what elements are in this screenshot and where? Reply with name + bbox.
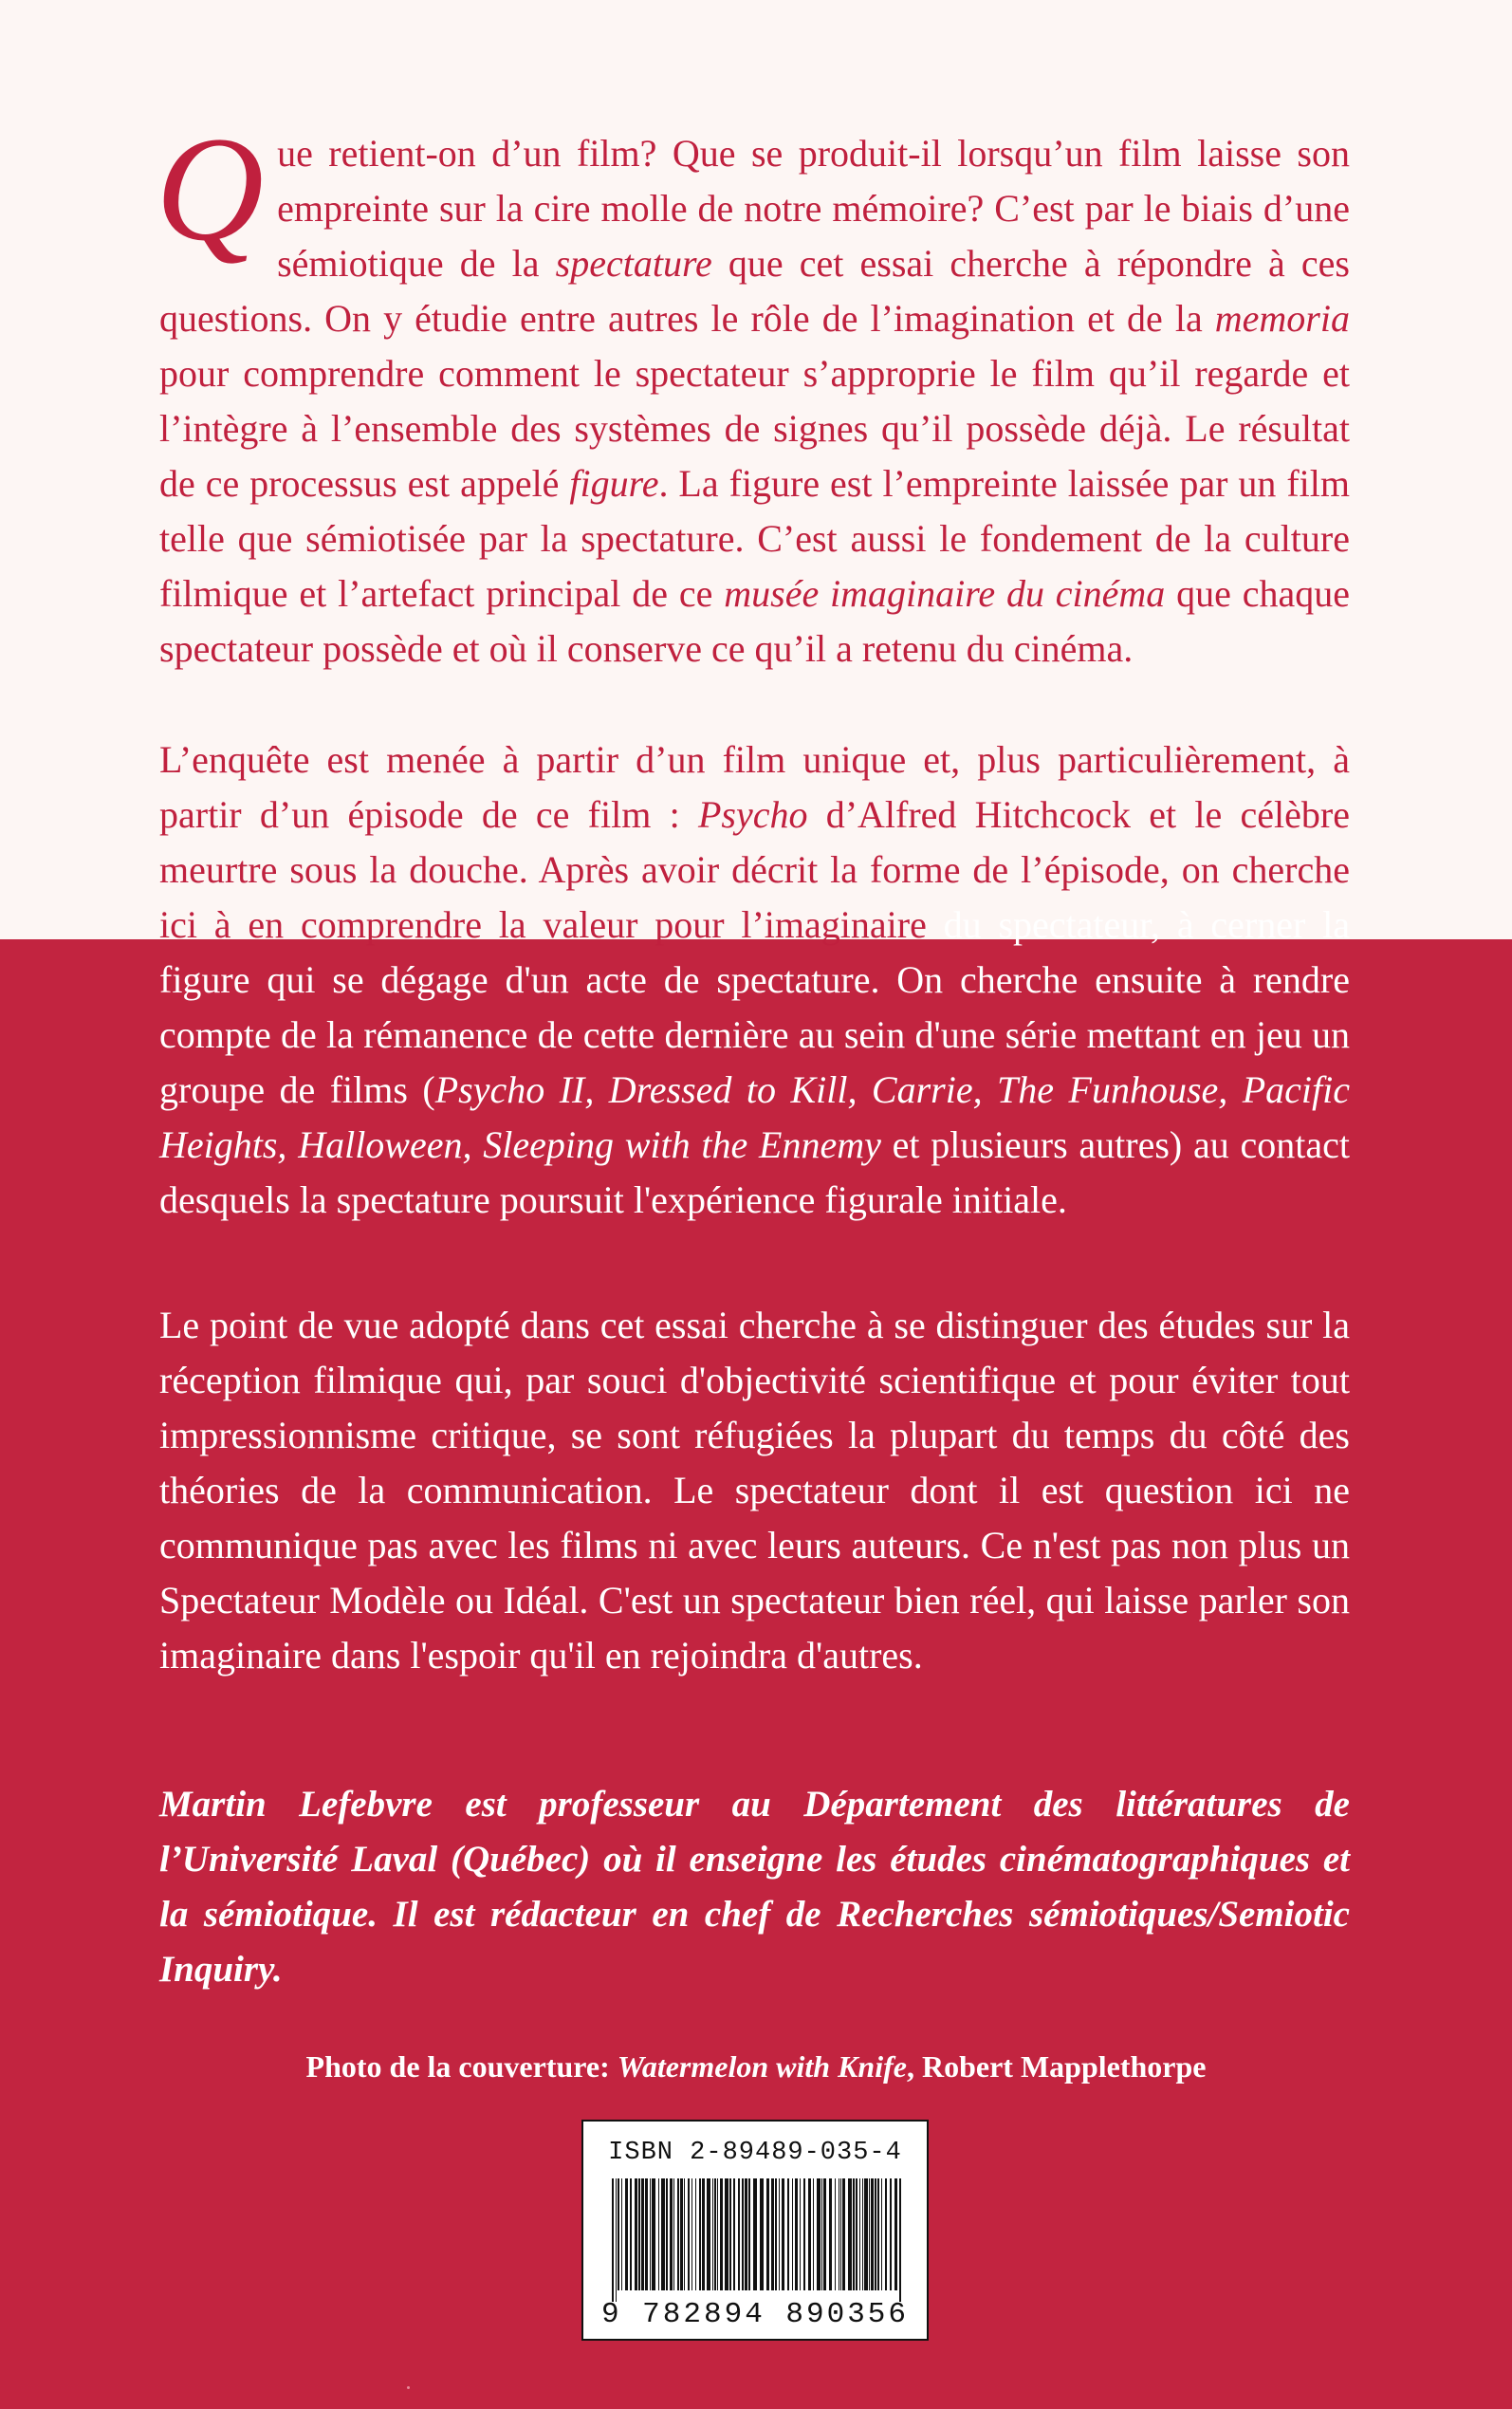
stray-dot [407, 2386, 410, 2389]
inquiry-italic-films: Psycho II, Dressed to Kill, Carrie, The Funhouse, Pacific Heights, Halloween, Sleeping with the Ennemy [159, 1068, 1351, 1166]
intro-text-5: que chaque spectateur possède et où il conserve ce qu’il a retenu du cinéma. [159, 572, 1351, 670]
barcode-bar [881, 2178, 882, 2290]
inquiry-text-3: du spectateur, à cerner la figure qui se dégage d'un acte de spectature. On cherche ensuite à rendre compte de la rémanence de cette dernière au sein d'une série mettant en jeu un groupe de films ( [159, 903, 1350, 1111]
barcode-bar [707, 2178, 710, 2290]
barcode-bar [670, 2178, 673, 2290]
barcode-bar [823, 2178, 826, 2290]
barcode-bar [795, 2178, 798, 2290]
drop-cap: Q [156, 106, 265, 272]
barcode-bar [748, 2178, 750, 2290]
barcode-bar [800, 2178, 801, 2290]
intro-text-3: pour comprendre comment le spectateur s’approprie le film qu’il regarde et l’intègre à l’ensemble des systèmes de signes qu’il possède déjà. Le résultat de ce processus est appelé [159, 352, 1350, 505]
barcode-bar [725, 2178, 728, 2290]
barcode-bar [875, 2178, 876, 2290]
barcode-bar [890, 2178, 892, 2290]
barcode-bar [885, 2178, 887, 2290]
barcode-bar [618, 2178, 619, 2290]
barcode-bar [645, 2178, 648, 2290]
viewpoint-paragraph: Le point de vue adopté dans cet essai cherche à se distinguer des études sur la réception filmique qui, par souci d'objectivité scientifique et pour éviter tout impressionnisme critique, se sont réfugiées la plupart du temps du côté des théories de la communication. Le spectateur dont il est question ici ne communique pas avec les films ni avec leurs auteurs. Ce n'est pas non plus un Spectateur Modèle ou Idéal. C'est un spectateur bien réel, qui laisse parler son imaginaire dans l'espoir qu'il en rejoindra d'autres. [159, 1304, 1350, 1677]
barcode-bar [650, 2178, 651, 2290]
barcode-bar [641, 2178, 644, 2290]
barcode-bar [877, 2178, 879, 2290]
barcode-bar [817, 2178, 821, 2290]
barcode-bar [848, 2178, 852, 2290]
inquiry-text-1: L’enquête est menée à partir d’un film unique et, plus particulièrement, à partir d’un épisode de ce film : [159, 738, 1350, 836]
barcode-bar [842, 2178, 845, 2290]
barcode-bar [738, 2178, 740, 2290]
barcode-bar [787, 2178, 789, 2290]
barcode-bar [733, 2178, 735, 2290]
barcode-bar [840, 2178, 841, 2290]
barcode-bar [616, 2178, 617, 2302]
barcode-bar [666, 2178, 668, 2290]
intro-italic-spectature: spectature [555, 242, 712, 285]
barcode-bar [871, 2178, 874, 2290]
barcode-bar [829, 2178, 832, 2290]
barcode-bar [684, 2178, 685, 2290]
barcode-bar [717, 2178, 718, 2290]
intro-text-1: ue retient-on d’un film? Que se produit-il lorsqu’un film laisse son empreinte sur la cire molle de notre mémoire? C’est par le biais d’une sémiotique de la [277, 132, 1350, 285]
author-bio: Martin Lefebvre est professeur au Département des littératures de l’Université Laval (Québec) où il enseigne les études cinématographiques et la sémiotique. Il est rédacteur en chef de Recherches sémiotiques/Semiotic Inquiry. [159, 1784, 1350, 1990]
barcode-bar [714, 2178, 716, 2290]
barcode-bar [862, 2178, 863, 2290]
barcode-bar [677, 2178, 679, 2290]
barcode-bar [712, 2178, 713, 2290]
barcode-bar [782, 2178, 784, 2290]
inquiry-paragraph [159, 732, 1350, 1228]
photo-credit [0, 2049, 1512, 2085]
barcode-bar [753, 2178, 757, 2290]
barcode-bar [688, 2178, 690, 2290]
barcode-bar [680, 2178, 683, 2290]
barcode-bar [835, 2178, 836, 2290]
intro-italic-musee: musée imaginaire du cinéma [724, 572, 1166, 615]
barcode-label [581, 2120, 929, 2341]
inquiry-italic-psycho: Psycho [697, 793, 808, 836]
barcode-bar [859, 2178, 860, 2290]
barcode-bar [813, 2178, 814, 2290]
barcode-bar [766, 2178, 769, 2290]
inquiry-text-2: d’Alfred Hitchcock et le célèbre meurtre sous la douche. Après avoir décrit la forme de l’épisode, on cherche ici à en comprendre la valeur pour l’imaginaire [159, 793, 1350, 946]
barcode-bar [661, 2178, 665, 2290]
photo-credit-prefix: Photo de la couverture: [305, 2049, 618, 2084]
barcode-bar [699, 2178, 701, 2290]
barcode-bar [720, 2178, 723, 2290]
barcode-bar [729, 2178, 731, 2290]
barcode-bar [702, 2178, 705, 2290]
isbn-text: ISBN 2-89489-035-4 [608, 2139, 902, 2167]
barcode-bar [742, 2178, 744, 2290]
barcode-bar [779, 2178, 780, 2290]
barcode-bar [621, 2178, 622, 2290]
intro-text-4: . La figure est l’empreinte laissée par un film telle que sémiotisée par la spectature. C’est aussi le fondement de la culture filmique et l’artefact principal de ce [159, 462, 1350, 615]
barcode-bar [869, 2178, 870, 2290]
barcode-bar [635, 2178, 637, 2290]
photo-credit-title: Watermelon with Knife [617, 2049, 907, 2084]
barcode-digits: 9 782894 890356 [600, 2298, 910, 2331]
barcode-bar [612, 2178, 614, 2302]
barcode-bar [864, 2178, 868, 2290]
intro-italic-memoria: memoria [1214, 297, 1350, 340]
barcode-bar [652, 2178, 655, 2290]
barcode-bar [821, 2178, 822, 2290]
intro-paragraph [156, 106, 1351, 676]
barcode-bar [658, 2178, 659, 2290]
barcode-bar [856, 2178, 857, 2290]
barcode-bar [638, 2178, 640, 2290]
barcode-bar [673, 2178, 674, 2290]
barcode-icon [612, 2178, 902, 2302]
barcode-bar [625, 2178, 628, 2290]
barcode-bar [630, 2178, 632, 2290]
barcode-bar [775, 2178, 777, 2290]
barcode-bar [771, 2178, 774, 2290]
barcode-bar [803, 2178, 805, 2290]
barcode-bar [853, 2178, 855, 2290]
barcode-bar [695, 2178, 696, 2290]
barcode-bar [760, 2178, 764, 2290]
barcode-bar [899, 2178, 901, 2302]
barcode-bar [808, 2178, 811, 2290]
barcode-bar [691, 2178, 692, 2290]
inquiry-text-4: et plusieurs autres) au contact desquels la spectature poursuit l'expérience figurale initiale. [159, 1123, 1350, 1221]
intro-italic-figure: figure [569, 462, 659, 505]
barcode-bar [792, 2178, 793, 2290]
barcode-bar [894, 2178, 897, 2290]
photo-credit-suffix: , Robert Mapplethorpe [906, 2049, 1207, 2084]
barcode-bar [745, 2178, 747, 2290]
intro-text-2: que cet essai cherche à répondre à ces questions. On y étudie entre autres le rôle de l’imagination et de la [159, 242, 1350, 340]
